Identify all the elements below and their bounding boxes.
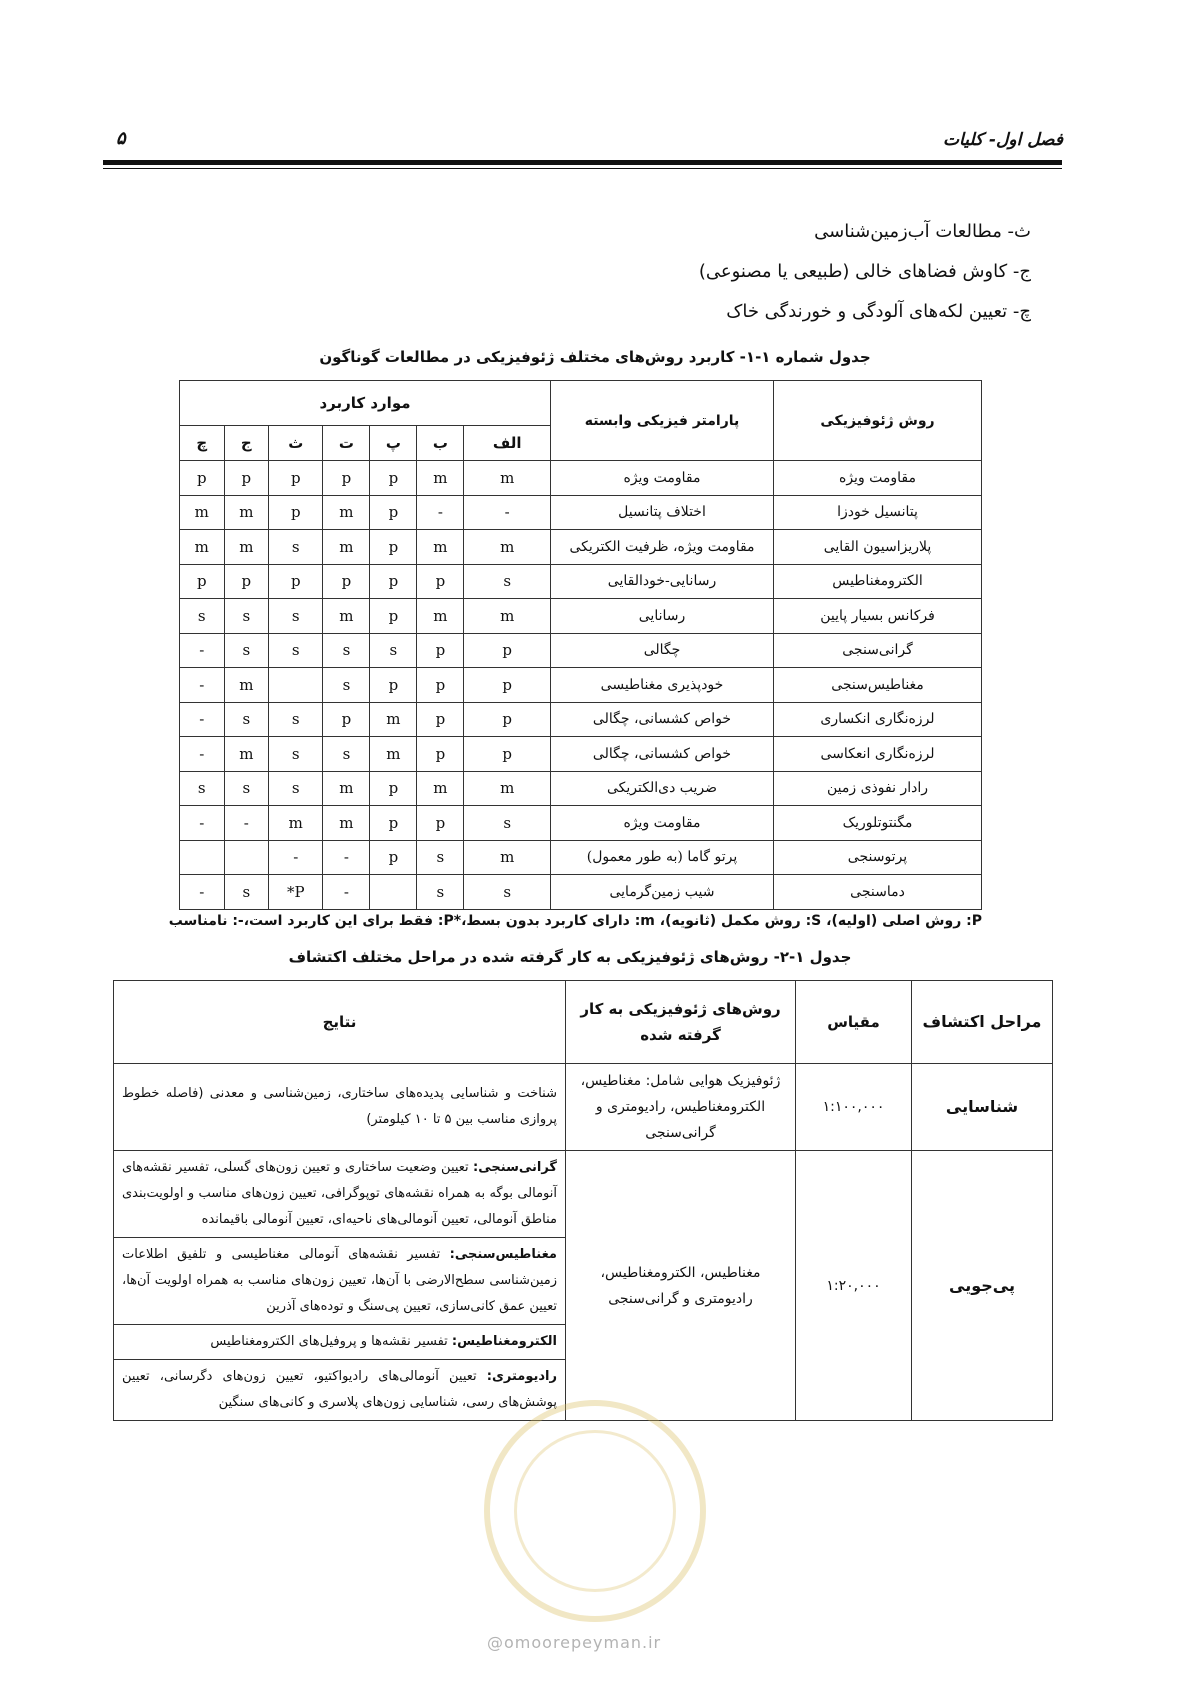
use-cell: m [464,840,551,875]
col-use: الف [464,426,551,461]
table1-legend: P: روش اصلی (اولیه)، S: روش مکمل (ثانویه)، m: دارای کاربرد بدون بسط،*P: فقط برای این کاربرد است،-: نامناسب [168,913,982,929]
use-cell: - [180,668,225,703]
use-cell [370,875,417,910]
result-label: رادیومتری: [486,1369,557,1384]
table-row [114,1151,1053,1238]
use-cell: - [180,806,225,841]
use-cell: - [323,875,370,910]
col-use: ث [269,426,323,461]
result-label: الکترومغناطیس: [451,1334,557,1349]
col-methods: روش‌های ژئوفیزیکی به کار گرفته شده [566,981,796,1064]
use-cell: - [180,737,225,772]
use-cell: p [224,564,269,599]
use-cell: p [417,737,464,772]
use-cell: m [464,461,551,496]
application-list [699,212,1031,332]
watermark-url: @omoorepeyman.ir [487,1633,662,1652]
table1-caption: جدول شماره ۱-۱- کاربرد روش‌های مختلف ژئوفیزیکی در مطالعات گوناگون [319,348,871,366]
table-row [180,461,982,496]
method-cell: مغناطیس‌سنجی [774,668,982,703]
use-cell: m [464,771,551,806]
table-row [180,702,982,737]
col-use: پ [370,426,417,461]
result-text: تعیین آنومالی‌های رادیواکتیو، تعیین زون‌های دگرسانی، تعیین پوشش‌های رسی، شناسایی زون‌های پلاسری و کانی‌های سنگین [122,1369,557,1410]
result-cell [114,1238,566,1325]
use-cell: s [224,633,269,668]
stage-cell: شناسایی [912,1064,1053,1151]
param-cell: چگالی [551,633,774,668]
result-cell [114,1325,566,1360]
use-cell: m [370,737,417,772]
use-cell: p [417,668,464,703]
use-cell: s [323,633,370,668]
use-cell: p [323,461,370,496]
result-cell [114,1151,566,1238]
use-cell: p [323,564,370,599]
col-use: ت [323,426,370,461]
use-cell: p [464,737,551,772]
table-row [180,564,982,599]
table-row [180,840,982,875]
table-row [180,737,982,772]
col-use: ب [417,426,464,461]
methods-cell: ژئوفیزیک هوایی شامل: مغناطیس، الکترومغناطیس، رادیومتری و گرانی‌سنجی [566,1064,796,1151]
use-cell: p [269,495,323,530]
table-row [180,530,982,565]
param-cell: رسانایی-خودالقایی [551,564,774,599]
method-cell: گرانی‌سنجی [774,633,982,668]
table-row [180,771,982,806]
chapter-title: فصل اول- کلیات [943,130,1063,150]
exploration-stages-table [113,980,1053,1421]
col-use: چ [180,426,225,461]
use-cell: p [370,840,417,875]
result-label: مغناطیس‌سنجی: [449,1247,557,1262]
use-cell: p [269,564,323,599]
use-cell: p [370,668,417,703]
method-cell: لرزه‌نگاری انعکاسی [774,737,982,772]
table-row [180,495,982,530]
header-rule-thin [103,168,1062,169]
col-method: روش ژئوفیزیکی [774,381,982,461]
scale-cell: ۱:۲۰,۰۰۰ [796,1151,912,1421]
use-cell: p [417,633,464,668]
use-cell: m [323,599,370,634]
use-cell: m [323,771,370,806]
use-cell: s [323,668,370,703]
use-cell: s [269,771,323,806]
use-cell: s [417,875,464,910]
use-cell [180,840,225,875]
use-cell: p [370,771,417,806]
method-cell: دماسنجی [774,875,982,910]
col-results: نتایج [114,981,566,1064]
publisher-seal-ring [514,1430,676,1592]
use-cell: m [464,530,551,565]
use-cell: s [269,599,323,634]
table-row [180,806,982,841]
use-cell: p [370,495,417,530]
use-cell: p [370,564,417,599]
use-cell: p [370,599,417,634]
use-cell: - [464,495,551,530]
use-cell: s [370,633,417,668]
col-stage: مراحل اکتشاف [912,981,1053,1064]
use-cell: s [180,599,225,634]
use-cell: m [323,806,370,841]
use-cell: m [417,461,464,496]
table-row [180,633,982,668]
use-cell: s [269,530,323,565]
col-scale: مقیاس [796,981,912,1064]
result-cell: شناخت و شناسایی پدیده‌های ساختاری، زمین‌شناسی و معدنی (فاصله خطوط پروازی مناسب بین ۵ تا ۱۰ کیلومتر) [114,1064,566,1151]
result-text: تفسیر نقشه‌های آنومالی مغناطیسی و تلفیق اطلاعات زمین‌شناسی سطح‌الارضی با آن‌ها، تعیین زون‌های مناسب به همراه اولویت آن‌ها، تعیین عمق کانی‌سازی، تعیین پی‌سنگ و توده‌های آذرین [122,1247,557,1314]
table-row [114,1064,1053,1151]
list-item: ج- کاوش فضاهای خالی (طبیعی یا مصنوعی) [698,261,1031,282]
use-cell: - [180,633,225,668]
scale-cell: ۱:۱۰۰,۰۰۰ [796,1064,912,1151]
use-cell: p [323,702,370,737]
use-cell: s [464,875,551,910]
method-cell: رادار نفوذی زمین [774,771,982,806]
method-cell: پتانسیل خودزا [774,495,982,530]
method-cell: الکترومغناطیس [774,564,982,599]
method-cell: فرکانس بسیار پایین [774,599,982,634]
use-cell: p [464,702,551,737]
use-cell: s [417,840,464,875]
param-cell: خواص کشسانی، چگالی [551,737,774,772]
use-cell: s [269,737,323,772]
use-cell: p [180,564,225,599]
method-cell: لرزه‌نگاری انکساری [774,702,982,737]
param-cell: مقاومت ویژه، ظرفیت الکتریکی [551,530,774,565]
use-cell: p [464,668,551,703]
use-cell: m [370,702,417,737]
use-cell: s [224,875,269,910]
geophysics-applications-table [179,380,982,910]
method-cell: مقاومت ویژه [774,461,982,496]
stage-cell: پی‌جویی [912,1151,1053,1421]
use-cell: s [180,771,225,806]
use-cell: m [417,530,464,565]
result-text: تفسیر نقشه‌ها و پروفیل‌های الکترومغناطیس [210,1334,448,1349]
param-cell: شیب زمین‌گرمایی [551,875,774,910]
param-cell: خودپذیری مغناطیسی [551,668,774,703]
use-cell: p [417,806,464,841]
methods-cell: مغناطیس، الکترومغناطیس، رادیومتری و گرانی‌سنجی [566,1151,796,1421]
use-cell: - [224,806,269,841]
use-cell: s [224,702,269,737]
use-cell: - [180,702,225,737]
table-row [180,875,982,910]
list-item: چ- تعیین لکه‌های آلودگی و خورندگی خاک [726,301,1031,322]
page-number: ۵ [116,128,126,149]
result-label: گرانی‌سنجی: [473,1160,557,1175]
use-cell: m [180,495,225,530]
table-row [180,599,982,634]
use-cell: s [269,633,323,668]
use-cell: p [417,564,464,599]
method-cell: پرتوسنجی [774,840,982,875]
use-cell: p [417,702,464,737]
use-cell: m [269,806,323,841]
col-uses: موارد کاربرد [180,381,551,426]
table2-caption: جدول ۱-۲- روش‌های ژئوفیزیکی به کار گرفته شده در مراحل مختلف اکتشاف [288,948,852,966]
table-row [180,668,982,703]
use-cell: p [180,461,225,496]
use-cell: m [224,495,269,530]
param-cell: رسانایی [551,599,774,634]
param-cell: پرتو گاما (به طور معمول) [551,840,774,875]
method-cell: مگنتوتلوریک [774,806,982,841]
use-cell: - [180,875,225,910]
param-cell: مقاومت ویژه [551,461,774,496]
use-cell: m [417,771,464,806]
param-cell: اختلاف پتانسیل [551,495,774,530]
param-cell: مقاومت ویژه [551,806,774,841]
use-cell [269,668,323,703]
use-cell: m [323,495,370,530]
use-cell: p [370,806,417,841]
use-cell: s [464,564,551,599]
use-cell: s [224,599,269,634]
header-rule [103,160,1062,165]
use-cell: m [417,599,464,634]
col-use: ج [224,426,269,461]
use-cell: m [224,530,269,565]
use-cell: p [224,461,269,496]
publisher-seal [484,1400,706,1622]
use-cell: m [464,599,551,634]
use-cell: p [370,530,417,565]
use-cell: m [224,668,269,703]
result-cell [114,1360,566,1421]
param-cell: خواص کشسانی، چگالی [551,702,774,737]
use-cell: s [224,771,269,806]
use-cell: - [417,495,464,530]
use-cell: p [269,461,323,496]
use-cell [224,840,269,875]
use-cell: m [224,737,269,772]
method-cell: پلاریزاسیون القایی [774,530,982,565]
use-cell: P* [269,875,323,910]
param-cell: ضریب دی‌الکتریکی [551,771,774,806]
use-cell: - [323,840,370,875]
use-cell: - [269,840,323,875]
use-cell: s [323,737,370,772]
col-param: پارامتر فیزیکی وابسته [551,381,774,461]
use-cell: m [323,530,370,565]
use-cell: m [180,530,225,565]
use-cell: s [269,702,323,737]
use-cell: p [464,633,551,668]
use-cell: s [464,806,551,841]
use-cell: p [370,461,417,496]
result-text: تعیین وضعیت ساختاری و تعیین زون‌های گسلی، تفسیر نقشه‌های آنومالی بوگه به همراه نقشه‌های توپوگرافی، تعیین زون‌های مناسب و اولویت‌بندی مناطق آنومالی، تعیین آنومالی‌های ناحیه‌ای، تعیین آنومالی باقیمانده [122,1160,557,1227]
list-item: ث- مطالعات آب‌زمین‌شناسی [814,221,1031,242]
